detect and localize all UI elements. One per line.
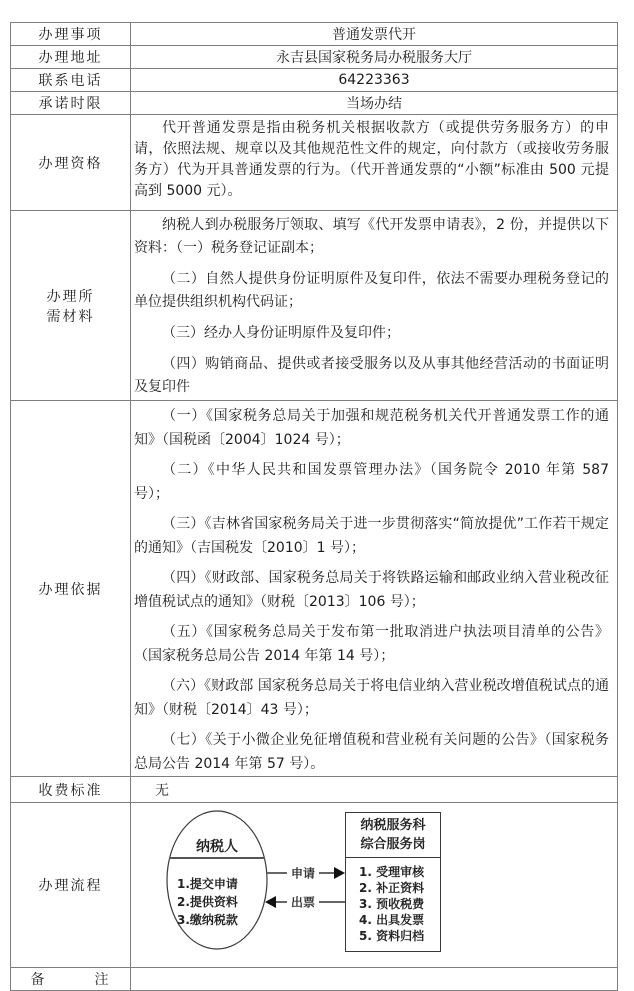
row-label-text: 办理所需材料 [46, 288, 95, 325]
table-row-fee [11, 777, 618, 803]
row-label-phone [11, 69, 131, 92]
row-value-item: 普通发票代开 [131, 23, 618, 46]
service-desk-step: 3. 预收税费 [359, 897, 425, 911]
row-value-remarks [131, 968, 618, 991]
row-label-text: 办理事项 [38, 27, 103, 43]
service-desk-title-line2: 综合服务岗 [360, 837, 426, 852]
table-row-item [11, 23, 618, 46]
paragraph: （七）《关于小微企业免征增值税和营业税有关问题的公告》（国家税务总局公告 2014 年第 57 号）。 [134, 732, 609, 772]
table-row-deadline [11, 92, 618, 115]
row-label-process [11, 803, 131, 968]
table-row-phone [11, 69, 618, 92]
row-label-text: 办理流程 [38, 878, 103, 894]
row-label-remarks [11, 968, 131, 991]
row-label-address [11, 46, 131, 69]
basis-text [131, 401, 618, 777]
taxpayer-label: 纳税人 [196, 839, 238, 855]
row-label-text: 办理资格 [38, 155, 103, 172]
paragraph: （二）《中华人民共和国发票管理办法》（国务院令 2010 年第 587 号）； [134, 462, 609, 502]
row-label-text: 收费标准 [38, 782, 103, 799]
service-desk-step: 4. 出具发票 [359, 913, 425, 927]
paragraph: 纳税人到办税服务厅领取、填写《代开发票申请表》，2 份，并提供以下资料：（一）税务登记证副本； [134, 217, 609, 256]
table-row-process [11, 803, 618, 968]
row-label-text: 联系电话 [38, 73, 103, 89]
row-value-deadline: 当场办结 [131, 92, 618, 115]
paragraph: （二）自然人提供身份证明原件及复印件，依法不需要办理税务登记的单位提供组织机构代码证； [134, 271, 609, 310]
materials-text [131, 211, 618, 401]
paragraph: （三）经办人身份证明原件及复印件； [162, 325, 400, 341]
table-row-qualification [11, 115, 618, 211]
paragraph: 代开普通发票是指由税务机关根据收款方（或提供劳务服务方）的申请，依照法规、规章以及其他规范性文件的规定，向付款方（或接收劳务服务方）代为开具普通发票的行为。（代开普通发票的“小额”标准由 500 元提高到 5000 元）。 [134, 120, 609, 199]
taxpayer-step: 3.缴纳税款 [177, 913, 238, 927]
qualification-text [131, 115, 618, 211]
table-row-materials [11, 211, 618, 401]
paragraph: （六）《财政部 国家税务总局关于将电信业纳入营业税改增值税试点的通知》（财税〔2014〕43 号）； [134, 678, 609, 718]
taxpayer-step: 1.提交申请 [177, 877, 238, 891]
service-desk-step: 1. 受理审核 [359, 865, 425, 879]
row-label-deadline [11, 92, 131, 115]
paragraph: （四）《财政部、国家税务总局关于将铁路运输和邮政业纳入营业税改征增值税试点的通知》（财税〔2013〕106 号）； [134, 570, 609, 610]
service-desk-title [346, 813, 440, 858]
row-value-address: 永吉县国家税务局办税服务大厅 [131, 46, 618, 69]
service-desk-title-line1: 纳税服务科 [360, 818, 426, 833]
service-desk-step: 5. 资料归档 [359, 929, 425, 943]
paragraph: （三）《吉林省国家税务局关于进一步贯彻落实“简放提优”工作若干规定的通知》（吉国税发〔2010〕1 号）； [134, 516, 609, 556]
taxpayer-step: 2.提供资料 [177, 895, 238, 909]
row-label-basis [11, 401, 131, 777]
taxpayer-steps [177, 875, 238, 929]
issue-arrowhead-icon [265, 896, 276, 908]
row-label-item [11, 23, 131, 46]
flowchart-canvas [131, 803, 616, 967]
apply-arrowhead-icon [334, 867, 345, 879]
paragraph: （五）《国家税务总局关于发布第一批取消进户执法项目清单的公告》（国家税务总局公告 2014 年第 14 号）； [134, 624, 609, 664]
row-label-text: 承诺时限 [38, 96, 103, 112]
row-label-text: 备 注 [30, 972, 111, 988]
row-label-text: 办理地址 [38, 50, 103, 66]
paragraph: （四）购销商品、提供或者接受服务以及从事其他经营活动的书面证明及复印件 [134, 356, 609, 395]
row-label-text: 办理依据 [38, 581, 103, 598]
service-desk-steps [346, 858, 440, 944]
apply-arrow-label: 申请 [287, 865, 319, 882]
row-label-fee [11, 777, 131, 803]
issue-arrow-label: 出票 [287, 894, 319, 911]
row-value-fee: 无 [131, 777, 618, 803]
table-row-basis [11, 401, 618, 777]
process-flowchart-cell [131, 803, 618, 968]
row-label-qualification [11, 115, 131, 211]
service-desk-box [345, 812, 441, 952]
service-info-table [10, 22, 618, 991]
row-value-phone: 64223363 [131, 69, 618, 92]
table-row-address [11, 46, 618, 69]
paragraph: （一）《国家税务总局关于加强和规范税务机关代开普通发票工作的通知》（国税函〔2004〕1024 号）； [134, 408, 609, 448]
table-row-remarks [11, 968, 618, 991]
service-desk-step: 2. 补正资料 [359, 881, 425, 895]
row-label-materials [11, 211, 131, 401]
